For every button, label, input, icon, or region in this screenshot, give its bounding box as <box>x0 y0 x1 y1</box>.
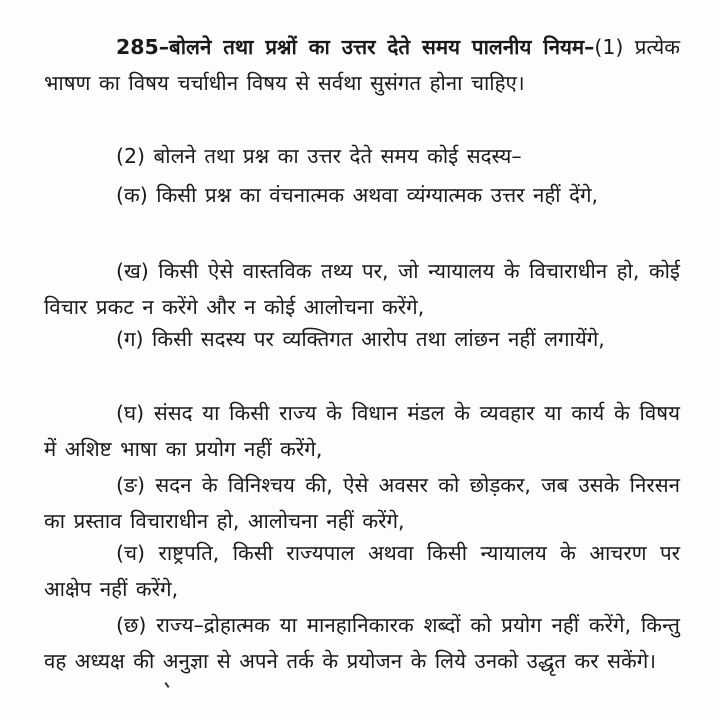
rule-intro-text: (1) प्रत्येक भाषण का विषय चर्चाधीन विषय से सर्वथा सुसंगत होना चाहिए। <box>44 34 680 95</box>
clause-ga: (ग) किसी सदस्य पर व्यक्तिगत आरोप तथा लांछन नहीं लगायेंगे, <box>116 326 605 351</box>
rule-heading: 285–बोलने तथा प्रश्नों का उत्तर देते समय पालनीय नियम– <box>116 34 595 59</box>
rule-285-paragraph <box>44 29 680 101</box>
clause-nga: (ङ) सदन के विनिश्चय की, ऐसे अवसर को छोड़कर, जब उसके निरसन का प्रस्ताव विचाराधीन हो, आलोचना नहीं करेंगे, <box>44 472 680 533</box>
clause-cha: (च) राष्ट्रपति, किसी राज्यपाल अथवा किसी न्यायालय के आचरण पर आक्षेप नहीं करेंगे, <box>44 540 680 601</box>
ink-mark <box>164 682 169 688</box>
clause-gha: (घ) संसद या किसी राज्य के विधान मंडल के व्यवहार या कार्य के विषय में अशिष्ट भाषा का प्रयोग नहीं करेंगे, <box>44 400 680 461</box>
clause-chha: (छ) राज्य–द्रोहात्मक या मानहानिकारक शब्दों को प्रयोग नहीं करेंगे, किन्तु वह अध्यक्ष की अनुज्ञा से अपने तर्क के प्रयोजन के लिये उनको उद्धृत कर सकेंगे। <box>44 612 680 673</box>
clause-kha: (ख) किसी ऐसे वास्तविक तथ्य पर, जो न्यायालय के विचाराधीन हो, कोई विचार प्रकट न करेंगे और न कोई आलोचना करेंगे, <box>44 258 680 319</box>
clause-ka: (क) किसी प्रश्न का वंचनात्मक अथवा व्यंग्यात्मक उत्तर नहीं देंगे, <box>116 182 599 207</box>
sub-rule-2-intro: (2) बोलने तथा प्रश्न का उत्तर देते समय कोई सदस्य– <box>116 143 522 168</box>
